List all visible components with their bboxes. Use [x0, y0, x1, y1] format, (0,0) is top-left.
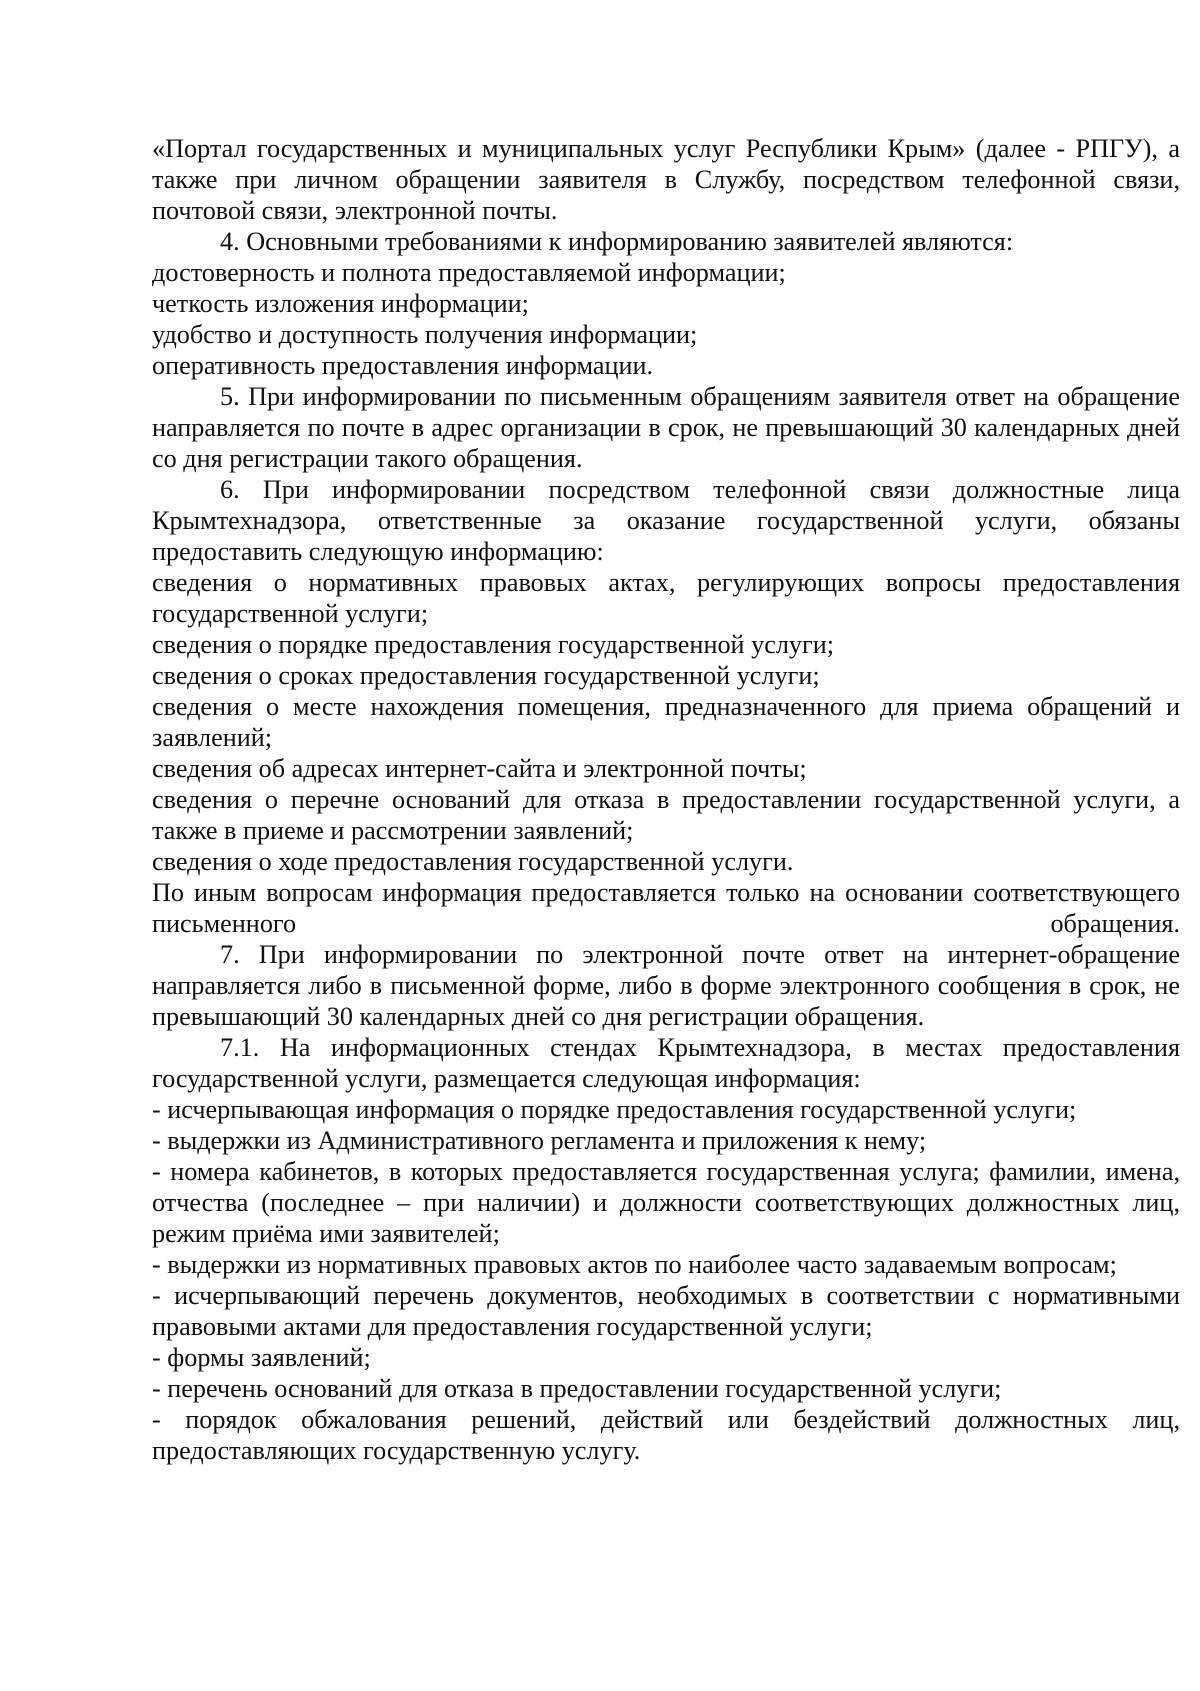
- list-item-terms: сведения о сроках предоставления государственной услуги;: [152, 661, 820, 690]
- paragraph-other-questions: По иным вопросам информация предоставляется только на основании соответствующего письменного обращения.: [152, 878, 1180, 938]
- list-item-clarity: четкость изложения информации;: [152, 289, 529, 318]
- list-item-progress: сведения о ходе предоставления государственной услуги.: [152, 847, 794, 876]
- list-item-promptness: оперативность предоставления информации.: [152, 351, 654, 380]
- paragraph-7-1-stands: 7.1. На информационных стендах Крымтехнадзора, в местах предоставления государственной услуги, размещается следующая информация:: [152, 1033, 1180, 1093]
- dash-item-refusal-list: - перечень оснований для отказа в предоставлении государственной услуги;: [152, 1374, 1002, 1403]
- list-item-addresses: сведения об адресах интернет-сайта и электронной почты;: [152, 754, 807, 783]
- list-item-refusal-grounds: сведения о перечне оснований для отказа в предоставлении государственной услуги, а также в приеме и рассмотрении заявлений;: [152, 785, 1180, 845]
- list-item-procedure: сведения о порядке предоставления государственной услуги;: [152, 630, 835, 659]
- list-item-reliability: достоверность и полнота предоставляемой информации;: [152, 258, 786, 287]
- dash-item-act-extracts: - выдержки из нормативных правовых актов по наиболее часто задаваемым вопросам;: [152, 1250, 1117, 1279]
- paragraph-4-requirements: 4. Основными требованиями к информированию заявителей являются:: [220, 227, 1014, 256]
- list-item-normative-acts: сведения о нормативных правовых актах, регулирующих вопросы предоставления государственной услуги;: [152, 568, 1180, 628]
- document-body: [152, 133, 1180, 1466]
- dash-item-appeal-procedure: - порядок обжалования решений, действий или бездействий должностных лиц, предоставляющих государственную услугу.: [152, 1405, 1180, 1465]
- dash-item-forms: - формы заявлений;: [152, 1343, 371, 1372]
- dash-item-exhaustive-info: - исчерпывающая информация о порядке предоставления государственной услуги;: [152, 1095, 1077, 1124]
- dash-item-document-list: - исчерпывающий перечень документов, необходимых в соответствии с нормативными правовыми актами для предоставления государственной услуги;: [152, 1281, 1180, 1341]
- list-item-accessibility: удобство и доступность получения информации;: [152, 320, 698, 349]
- dash-item-regulation-extracts: - выдержки из Административного регламента и приложения к нему;: [152, 1126, 927, 1155]
- dash-item-office-numbers: - номера кабинетов, в которых предоставляется государственная услуга; фамилии, имена, отчества (последнее – при наличии) и должности соответствующих должностных лиц, режим приёма ими заявителей;: [152, 1157, 1180, 1248]
- paragraph-6-phone-info: 6. При информировании посредством телефонной связи должностные лица Крымтехнадзора, ответственные за оказание государственной услуги, обязаны предоставить следующую информацию:: [152, 475, 1180, 566]
- paragraph-portal: «Портал государственных и муниципальных услуг Республики Крым» (далее - РПГУ), а также при личном обращении заявителя в Службу, посредством телефонной связи, почтовой связи, электронной почты.: [152, 134, 1180, 225]
- paragraph-5-written-requests: 5. При информировании по письменным обращениям заявителя ответ на обращение направляется по почте в адрес организации в срок, не превышающий 30 календарных дней со дня регистрации такого обращения.: [152, 382, 1180, 473]
- list-item-location: сведения о месте нахождения помещения, предназначенного для приема обращений и заявлений;: [152, 692, 1180, 752]
- paragraph-7-email: 7. При информировании по электронной почте ответ на интернет-обращение направляется либо в письменной форме, либо в форме электронного сообщения в срок, не превышающий 30 календарных дней со дня регистрации обращения.: [152, 940, 1180, 1031]
